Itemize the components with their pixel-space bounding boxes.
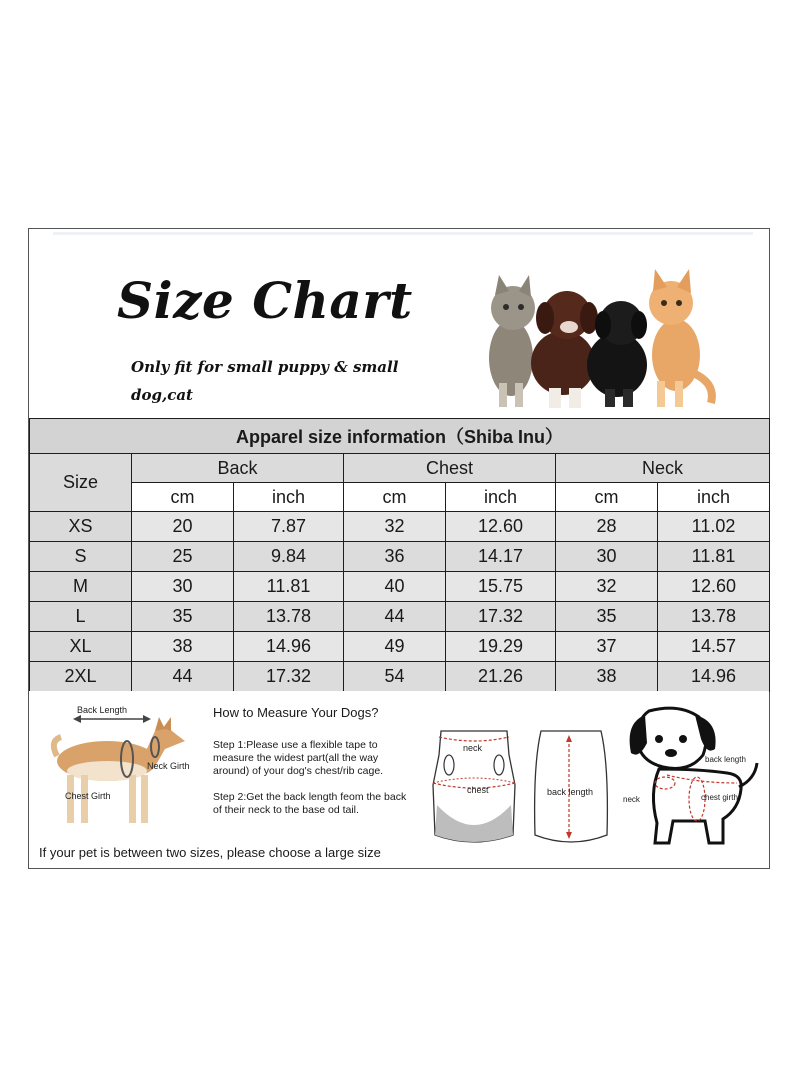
garment-chest-label: chest [467, 785, 489, 795]
back-cm-cell: 35 [132, 602, 234, 632]
neck-girth-label: Neck Girth [147, 761, 190, 771]
size-chart-frame [28, 228, 770, 869]
size-cell: XL [30, 632, 132, 662]
measure-title: How to Measure Your Dogs? [213, 705, 379, 720]
size-cell: M [30, 572, 132, 602]
measure-section [29, 691, 769, 868]
step-1-text: Step 1:Please use a flexible tape to measure the widest part(all the way around) of your dog's chest/rib cage. [213, 739, 384, 777]
neck-cm-cell: 32 [556, 572, 658, 602]
unit-header: cm [344, 483, 446, 512]
back-cm-cell: 20 [132, 512, 234, 542]
unit-header: inch [446, 483, 556, 512]
banner [51, 235, 759, 413]
unit-header: inch [658, 483, 770, 512]
chest-inch-cell: 14.17 [446, 542, 556, 572]
size-table [29, 418, 770, 692]
table-row [30, 512, 770, 542]
neck-cm-cell: 35 [556, 602, 658, 632]
chest-inch-cell: 15.75 [446, 572, 556, 602]
chest-inch-cell: 12.60 [446, 512, 556, 542]
chest-cm-cell: 44 [344, 602, 446, 632]
neck-cm-cell: 28 [556, 512, 658, 542]
neck-cm-cell: 38 [556, 662, 658, 692]
chest-inch-cell: 17.32 [446, 602, 556, 632]
table-caption: Apparel size information（Shiba Inu） [30, 419, 770, 454]
chest-inch-cell: 21.26 [446, 662, 556, 692]
back-cm-cell: 44 [132, 662, 234, 692]
table-row [30, 542, 770, 572]
back-inch-cell: 17.32 [234, 662, 344, 692]
back-cm-cell: 38 [132, 632, 234, 662]
table-row [30, 662, 770, 692]
back-length-label: Back Length [77, 705, 128, 715]
size-advice-note: If your pet is between two sizes, please choose a large size [39, 845, 381, 860]
size-cell: 2XL [30, 662, 132, 692]
step-2-text: Step 2:Get the back length feom the back of their neck to the base od tail. [213, 791, 407, 816]
garment-neck-label: neck [463, 743, 483, 753]
neck-inch-cell: 14.96 [658, 662, 770, 692]
size-cell: XS [30, 512, 132, 542]
kittens-puppies-photo [471, 263, 721, 413]
chest-inch-cell: 19.29 [446, 632, 556, 662]
chest-cm-cell: 54 [344, 662, 446, 692]
back-group-header: Back [132, 454, 344, 483]
chest-group-header: Chest [344, 454, 556, 483]
back-cm-cell: 30 [132, 572, 234, 602]
neck-group-header: Neck [556, 454, 770, 483]
puppy-back-length-label: back length [705, 755, 746, 764]
size-cell: L [30, 602, 132, 632]
neck-inch-cell: 13.78 [658, 602, 770, 632]
table-row [30, 572, 770, 602]
back-cm-cell: 25 [132, 542, 234, 572]
chest-cm-cell: 40 [344, 572, 446, 602]
neck-cm-cell: 30 [556, 542, 658, 572]
neck-inch-cell: 12.60 [658, 572, 770, 602]
garment-back-diagram [531, 725, 611, 845]
page-title: Size Chart [117, 271, 413, 330]
chest-cm-cell: 49 [344, 632, 446, 662]
back-inch-cell: 11.81 [234, 572, 344, 602]
table-row [30, 602, 770, 632]
puppy-diagram [619, 703, 765, 853]
puppy-neck-label: neck [623, 795, 640, 804]
back-inch-cell: 13.78 [234, 602, 344, 632]
size-column-header: Size [30, 454, 132, 512]
back-inch-cell: 9.84 [234, 542, 344, 572]
table-row [30, 632, 770, 662]
neck-inch-cell: 11.02 [658, 512, 770, 542]
size-cell: S [30, 542, 132, 572]
unit-header: inch [234, 483, 344, 512]
banner-subtitle: Only fit for small puppy & small dog,cat [131, 358, 399, 404]
garment-back-length-label: back length [547, 787, 594, 797]
unit-header: cm [132, 483, 234, 512]
chest-cm-cell: 32 [344, 512, 446, 542]
puppy-chest-girth-label: chest girth [701, 793, 738, 802]
back-inch-cell: 7.87 [234, 512, 344, 542]
chest-girth-label: Chest Girth [65, 791, 111, 801]
neck-cm-cell: 37 [556, 632, 658, 662]
unit-header: cm [556, 483, 658, 512]
back-inch-cell: 14.96 [234, 632, 344, 662]
chest-cm-cell: 36 [344, 542, 446, 572]
neck-inch-cell: 11.81 [658, 542, 770, 572]
neck-inch-cell: 14.57 [658, 632, 770, 662]
